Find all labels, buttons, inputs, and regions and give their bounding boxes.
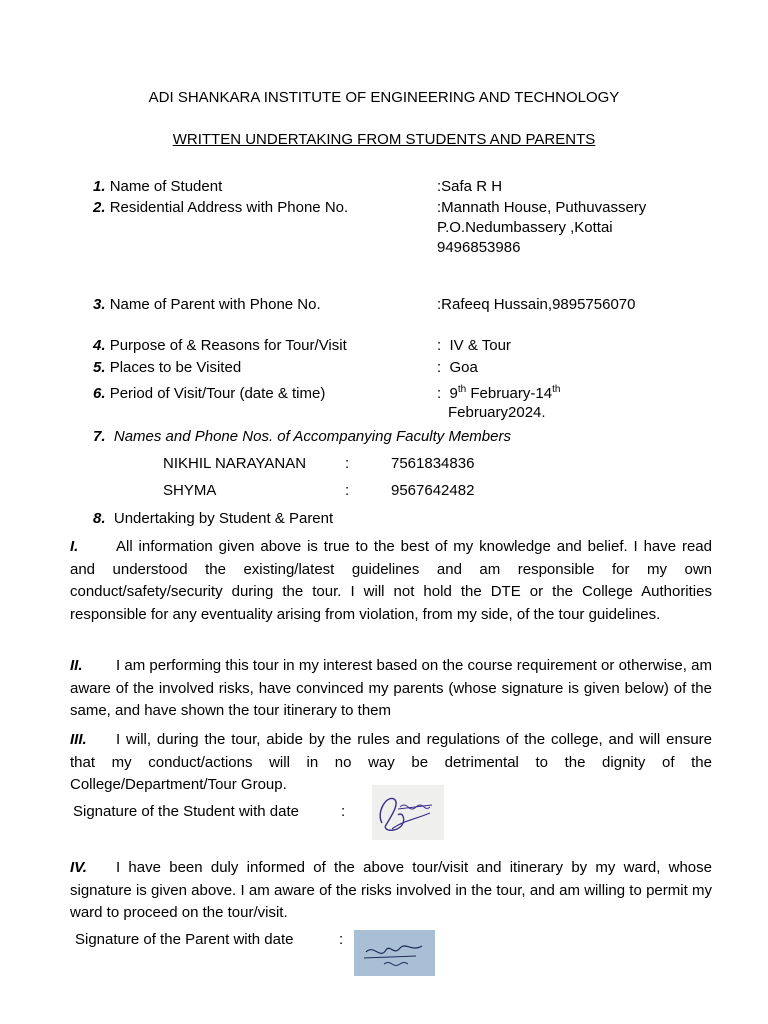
field-4-number: 4. [93, 337, 106, 354]
field-6-label [93, 385, 325, 402]
paragraph-4-text: I have been duly informed of the above tour/visit and itinerary by my ward, whose signature is given above. I am aware of the risks involved in the tour, and am willing to permit my ward to proceed on the tour/visit. [70, 859, 712, 922]
faculty-2-phone: 9567642482 [391, 482, 475, 499]
faculty-1-phone: 7561834836 [391, 455, 475, 472]
period-value [437, 385, 560, 402]
parent-signature-image [354, 930, 435, 976]
faculty-2-sep: : [345, 482, 350, 499]
institute-name: ADI SHANKARA INSTITUTE OF ENGINEERING AND TECHNOLOGY [148, 89, 620, 106]
field-5-number: 5. [93, 359, 106, 376]
parent-signature-label: Signature of the Parent with date [75, 931, 294, 948]
period-sup-2: th [552, 384, 561, 395]
form-title [0, 131, 768, 148]
student-signature-image [372, 785, 444, 840]
student-signature-sep: : [341, 803, 346, 820]
period-sup-1: th [457, 384, 467, 395]
field-3-number: 3. [93, 296, 106, 313]
paragraph-3-roman: III. [70, 731, 87, 748]
address-line-2: P.O.Nedumbassery ,Kottai [437, 219, 613, 236]
field-6-text: Period of Visit/Tour (date & time) [109, 385, 326, 402]
period-line-2: February2024. [448, 404, 546, 421]
student-name-value: :Safa R H [437, 178, 503, 195]
field-2-label [93, 199, 348, 216]
paragraph-4-roman: IV. [70, 859, 87, 876]
field-5-label [93, 359, 241, 376]
faculty-number: 7. [93, 428, 106, 445]
paragraph-1-roman: I. [70, 538, 79, 555]
undertaking-heading-text: Undertaking by Student & Parent [113, 510, 334, 527]
field-1-text: Name of Student [109, 178, 223, 195]
paragraph-2-text: I am performing this tour in my interest based on the course requirement or otherwise, am aware of the involved risks, have convinced my parents (whose signature is given below) of the same, and have shown the tour itinerary to them [70, 657, 712, 720]
paragraph-2-roman: II. [70, 657, 83, 674]
undertaking-heading [93, 510, 333, 527]
faculty-2-name: SHYMA [163, 482, 217, 499]
address-phone: 9496853986 [437, 239, 521, 256]
faculty-1-sep: : [345, 455, 350, 472]
field-2-number: 2. [93, 199, 106, 216]
purpose-value: : IV & Tour [437, 337, 511, 354]
faculty-heading-text: Names and Phone Nos. of Accompanying Faculty Members [113, 428, 511, 445]
period-mid: February-14 [466, 385, 553, 402]
paragraph-4 [70, 857, 712, 925]
student-signature-scribble [372, 785, 444, 840]
paragraph-3-text: I will, during the tour, abide by the rules and regulations of the college, and will ensure that my conduct/actions will in no way be detrimental to the dignity of the College/Department/Tour Group. [70, 731, 712, 794]
field-2-text: Residential Address with Phone No. [109, 199, 349, 216]
address-line-1: :Mannath House, Puthuvassery [437, 199, 647, 216]
parent-signature-scribble [354, 930, 435, 976]
field-5-text: Places to be Visited [109, 359, 242, 376]
field-3-text: Name of Parent with Phone No. [109, 296, 321, 313]
field-4-text: Purpose of & Reasons for Tour/Visit [109, 337, 347, 354]
field-4-label [93, 337, 347, 354]
field-3-label [93, 296, 321, 313]
faculty-1-name: NIKHIL NARAYANAN [163, 455, 307, 472]
form-title-text: WRITTEN UNDERTAKING FROM STUDENTS AND PARENTS [172, 131, 596, 148]
field-1-label [93, 178, 222, 195]
field-6-number: 6. [93, 385, 106, 402]
paragraph-1-text: All information given above is true to the best of my knowledge and belief. I have read and understood the existing/latest guidelines and am responsible for my own conduct/safety/security during the tour. I will not hold the DTE or the College Authorities responsible for any eventuality arising from violation, from my side, of the tour guidelines. [70, 538, 712, 623]
student-signature-label: Signature of the Student with date [73, 803, 299, 820]
field-1-number: 1. [93, 178, 106, 195]
period-prefix: : 9 [437, 385, 458, 402]
parent-value: :Rafeeq Hussain,9895756070 [437, 296, 636, 313]
paragraph-1 [70, 536, 712, 626]
paragraph-2 [70, 655, 712, 723]
parent-signature-sep: : [339, 931, 344, 948]
undertaking-number: 8. [93, 510, 106, 527]
places-value: : Goa [437, 359, 478, 376]
faculty-heading [93, 428, 511, 445]
